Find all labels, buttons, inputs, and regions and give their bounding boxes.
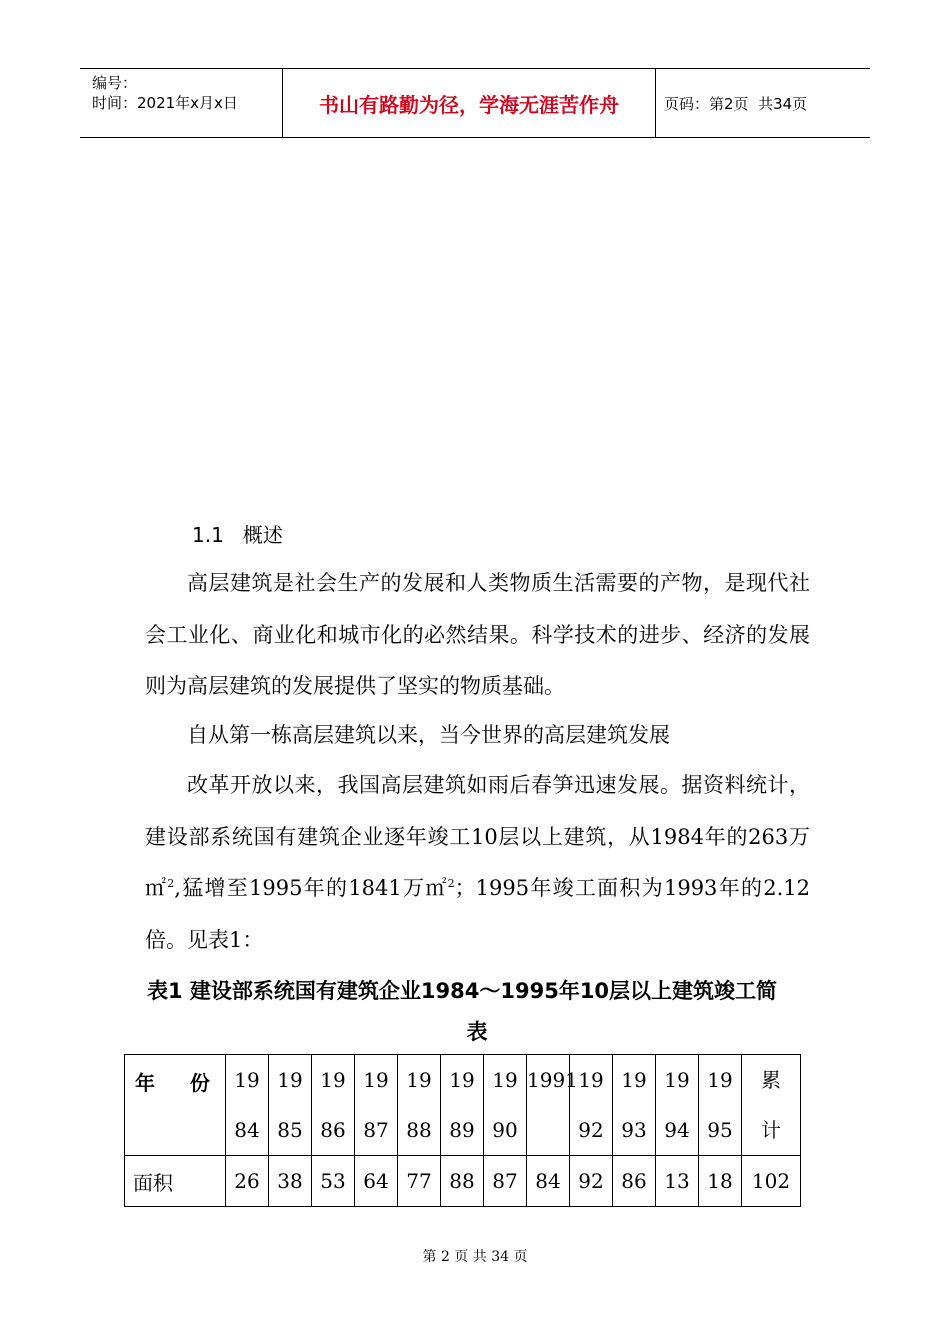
year-top: 19 (234, 1068, 260, 1092)
year-cell (742, 1055, 801, 1156)
completion-table (124, 1054, 801, 1207)
year-bottom (527, 1105, 569, 1155)
year-cell (398, 1055, 441, 1156)
header-page-info: 页码：第2页 共34页 (664, 94, 808, 113)
year-cell-content (527, 1055, 578, 1155)
area-cell: 64 (355, 1156, 398, 1207)
header-time: 时间：2021年x月x日 (92, 94, 238, 112)
area-cell: 92 (570, 1156, 613, 1207)
year-cell-content (441, 1055, 483, 1155)
year-label: 年 份 (135, 1071, 210, 1095)
year-cell-content (398, 1055, 440, 1155)
year-top: 19 (406, 1068, 432, 1092)
area-cell: 26 (226, 1156, 269, 1207)
year-top: 19 (578, 1068, 604, 1092)
year-bottom: 90 (492, 1118, 518, 1142)
year-cell (570, 1055, 613, 1156)
area-cell: 86 (613, 1156, 656, 1207)
year-cell-content (312, 1055, 354, 1155)
area-cell: 13 (656, 1156, 699, 1207)
year-cell (441, 1055, 484, 1156)
area-cell: 53 (312, 1156, 355, 1207)
year-cell (656, 1055, 699, 1156)
superscript: 2 (447, 877, 455, 890)
area-cell: 84 (527, 1156, 570, 1207)
superscript: 2 (167, 877, 175, 890)
year-bottom: 89 (449, 1118, 475, 1142)
year-bottom: 86 (320, 1118, 346, 1142)
header-number: 编号： (92, 74, 138, 92)
paragraph-text: 改革开放以来，我国高层建筑如雨后春笋迅速发展。据资料统计，建设部系统国有建筑企业逐年竣工10层以上建筑，从1984年的263万㎡ (145, 773, 810, 900)
year-bottom: 84 (234, 1118, 260, 1142)
year-cell (226, 1055, 269, 1156)
area-row (125, 1156, 801, 1207)
year-bottom: 95 (707, 1118, 733, 1142)
table-caption: 表1 建设部系统国有建筑企业1984～1995年10层以上建筑竣工简 (147, 979, 778, 1003)
year-bottom: 92 (578, 1118, 604, 1142)
year-cell (312, 1055, 355, 1156)
area-cell: 87 (484, 1156, 527, 1207)
year-top: 19 (363, 1068, 389, 1092)
page-footer: 第 2 页 共 34 页 (422, 1249, 528, 1265)
header-meta (92, 73, 238, 113)
year-row (125, 1055, 801, 1156)
paragraph-world: 自从第一栋高层建筑以来，当今世界的高层建筑发展 (187, 723, 670, 747)
area-label-cell: 面积 (125, 1156, 226, 1207)
year-cell-content (269, 1055, 311, 1155)
year-cell (269, 1055, 312, 1156)
year-bottom: 94 (664, 1118, 690, 1142)
year-cell (699, 1055, 742, 1156)
area-cell: 77 (398, 1156, 441, 1207)
year-cell-content (226, 1055, 268, 1155)
paragraph-china (145, 760, 810, 966)
header-motto: 书山有路勤为径，学海无涯苦作舟 (319, 92, 619, 117)
year-cell (484, 1055, 527, 1156)
year-top: 累 (761, 1068, 781, 1092)
area-cell: 38 (269, 1156, 312, 1207)
year-top: 1991 (527, 1068, 578, 1092)
year-cell-content (484, 1055, 526, 1155)
page-header (80, 68, 870, 138)
year-cell (355, 1055, 398, 1156)
year-top: 19 (449, 1068, 475, 1092)
year-top: 19 (664, 1068, 690, 1092)
header-divider (655, 69, 656, 137)
year-cell-content (699, 1055, 741, 1155)
paragraph-intro: 高层建筑是社会生产的发展和人类物质生活需要的产物，是现代社会工业化、商业化和城市化的必然结果。科学技术的进步、经济的发展则为高层建筑的发展提供了坚实的物质基础。 (145, 571, 810, 698)
year-cell-content (613, 1055, 655, 1155)
year-cell-content (570, 1055, 612, 1155)
area-cell: 88 (441, 1156, 484, 1207)
table-caption-continued: 表 (466, 1020, 488, 1044)
year-cell-content (742, 1055, 800, 1155)
year-cell-content (355, 1055, 397, 1155)
area-cell: 102 (742, 1156, 801, 1207)
year-cell (527, 1055, 578, 1156)
section-title: 1.1 概述 (192, 523, 283, 547)
year-bottom: 88 (406, 1118, 432, 1142)
year-label-cell (125, 1055, 226, 1156)
paragraph-text: ,猛增至1995年的1841万㎡ (174, 876, 448, 900)
year-cell-content (656, 1055, 698, 1155)
year-bottom: 85 (277, 1118, 303, 1142)
year-top: 19 (277, 1068, 303, 1092)
year-top: 19 (492, 1068, 518, 1092)
year-top: 19 (707, 1068, 733, 1092)
year-top: 19 (621, 1068, 647, 1092)
year-bottom: 计 (761, 1118, 781, 1142)
year-cell (613, 1055, 656, 1156)
paragraph-text: ；1995年竣工面积为1993年的2.12倍。见表1： (145, 876, 811, 952)
year-top: 19 (320, 1068, 346, 1092)
year-bottom: 93 (621, 1118, 647, 1142)
year-bottom: 87 (363, 1118, 389, 1142)
area-cell: 18 (699, 1156, 742, 1207)
